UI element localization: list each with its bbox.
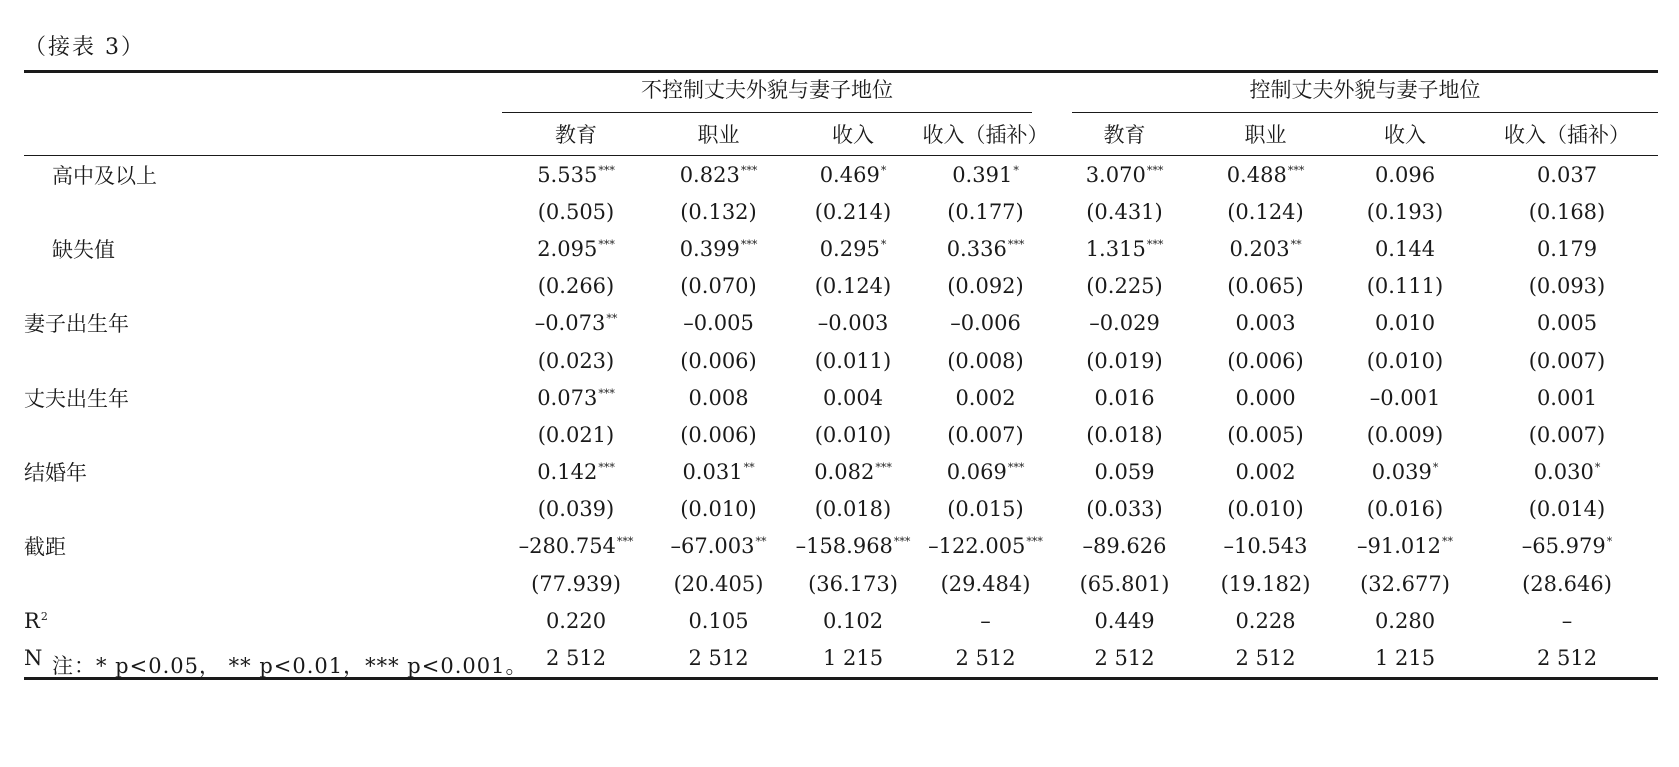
significance-stars: ***	[740, 237, 758, 251]
significance-stars: ***	[1287, 163, 1305, 177]
value-cell: 0.449	[1094, 608, 1155, 633]
value-cell: 2 512	[502, 639, 650, 678]
se-cell: (0.006)	[680, 348, 757, 373]
value-cell: –67.003**	[670, 534, 767, 559]
se-cell: (0.505)	[537, 199, 615, 224]
value-cell: 0.031**	[682, 460, 755, 485]
significance-stars: *	[1432, 461, 1439, 475]
value-cell: 0.336***	[946, 236, 1025, 261]
significance-stars: **	[606, 312, 618, 326]
row-label	[24, 342, 502, 379]
significance-stars: **	[743, 461, 755, 475]
significance-stars: ***	[740, 163, 758, 177]
value-cell: 0.102	[822, 608, 884, 633]
row-label: 截距	[24, 535, 66, 560]
value-cell: 0.002	[1235, 460, 1296, 485]
se-cell: (0.019)	[1086, 348, 1163, 373]
value-cell: 2 512	[919, 639, 1052, 678]
se-cell: (0.132)	[680, 199, 757, 224]
significance-stars: ***	[1007, 237, 1025, 251]
se-cell: (0.010)	[1366, 348, 1444, 373]
value-cell: –0.029	[1089, 311, 1160, 336]
row-label: N	[24, 639, 502, 678]
value-cell: 0.142***	[537, 460, 615, 485]
row-label	[24, 416, 502, 453]
significance-stars: *	[1594, 461, 1601, 475]
significance-stars: ***	[1146, 237, 1164, 251]
table-row	[24, 379, 1658, 416]
value-cell: 0.004	[822, 385, 884, 410]
significance-stars: **	[1441, 535, 1453, 549]
se-cell: (36.173)	[808, 571, 898, 596]
group-header-row	[24, 72, 1658, 114]
column-header: 教育	[1052, 113, 1197, 156]
se-cell: (0.005)	[1227, 422, 1304, 447]
value-cell: 5.535***	[537, 162, 615, 187]
se-cell: (0.015)	[947, 497, 1024, 522]
value-cell: 0.001	[1536, 385, 1598, 410]
stub-header	[24, 72, 502, 114]
value-cell: 0.016	[1094, 385, 1155, 410]
se-cell: (0.016)	[1366, 497, 1444, 522]
se-row	[24, 416, 1658, 453]
value-cell: 0.008	[688, 385, 749, 410]
se-cell: (0.431)	[1086, 199, 1163, 224]
se-cell: (0.009)	[1366, 422, 1444, 447]
se-cell: (0.010)	[814, 422, 892, 447]
significance-stars: **	[1290, 237, 1302, 251]
se-cell: (0.168)	[1528, 199, 1606, 224]
se-cell: (65.801)	[1079, 571, 1170, 596]
column-header: 教育	[502, 113, 650, 156]
se-cell: (29.484)	[940, 571, 1031, 596]
table-row	[24, 528, 1658, 565]
se-cell: (0.014)	[1528, 497, 1606, 522]
se-cell: (0.092)	[947, 274, 1024, 299]
significance-stars: ***	[598, 386, 615, 400]
significance-stars: *	[880, 237, 887, 251]
column-header: 职业	[650, 113, 787, 156]
column-header: 收入（插补）	[1476, 113, 1658, 156]
se-cell: (0.010)	[1227, 497, 1304, 522]
table-row	[24, 156, 1658, 194]
se-cell: (0.011)	[814, 348, 892, 373]
value-cell: 0.005	[1536, 311, 1598, 336]
value-cell: 0.280	[1374, 608, 1436, 633]
column-header: 收入（插补）	[919, 113, 1052, 156]
value-cell: 0.469*	[819, 162, 887, 187]
value-cell: –	[1561, 608, 1573, 633]
value-cell: 2.095***	[537, 236, 615, 261]
column-header: 职业	[1197, 113, 1334, 156]
significance-stars: **	[755, 535, 767, 549]
value-cell: 2 512	[1476, 639, 1658, 678]
value-cell: 0.105	[688, 608, 749, 633]
se-cell: (0.018)	[1086, 422, 1163, 447]
se-cell: (0.006)	[680, 422, 757, 447]
column-header-row	[24, 113, 1658, 156]
row-label	[24, 491, 502, 528]
table-row	[24, 230, 1658, 267]
se-cell: (0.006)	[1227, 348, 1304, 373]
se-cell: (32.677)	[1360, 571, 1450, 596]
se-cell: (0.021)	[537, 422, 615, 447]
se-cell: (28.646)	[1522, 571, 1612, 596]
se-cell: (0.039)	[537, 497, 615, 522]
value-cell: –0.005	[683, 311, 754, 336]
significance-stars: ***	[1007, 461, 1025, 475]
value-cell: 0.002	[955, 385, 1016, 410]
value-cell: 1 215	[787, 639, 919, 678]
stub-column-header	[24, 113, 502, 156]
value-cell: –91.012**	[1357, 534, 1453, 559]
value-cell: 0.082***	[814, 460, 892, 485]
value-cell: –0.003	[817, 311, 889, 336]
se-cell: (20.405)	[673, 571, 764, 596]
value-cell: 0.059	[1094, 460, 1155, 485]
row-label: 缺失值	[52, 237, 115, 262]
row-label: 结婚年	[24, 461, 87, 486]
se-cell: (0.007)	[947, 422, 1024, 447]
value-cell: 0.399***	[679, 236, 758, 261]
value-cell: 2 512	[1052, 639, 1197, 678]
value-cell: 0.228	[1235, 608, 1296, 633]
se-cell: (0.225)	[1086, 274, 1163, 299]
value-cell: 0.010	[1374, 311, 1436, 336]
significance-stars: ***	[598, 163, 615, 177]
value-cell: –0.073**	[534, 311, 618, 336]
value-cell: –0.006	[950, 311, 1021, 336]
value-cell: –89.626	[1082, 534, 1167, 559]
value-cell: 2 512	[1197, 639, 1334, 678]
se-cell: (0.023)	[537, 348, 615, 373]
se-row	[24, 268, 1658, 305]
significance-stars: ***	[598, 461, 615, 475]
value-cell: –158.968***	[795, 534, 911, 559]
value-cell: 0.203**	[1229, 236, 1302, 261]
group-header-controlled: 控制丈夫外貌与妻子地位	[1052, 72, 1658, 114]
row-label: 高中及以上	[52, 163, 157, 188]
se-row	[24, 491, 1658, 528]
table-row	[24, 305, 1658, 342]
significance-stars: *	[1013, 163, 1019, 177]
se-cell: (0.007)	[1528, 348, 1606, 373]
se-cell: (0.177)	[947, 199, 1024, 224]
table-caption: （接表 3）	[24, 35, 145, 60]
significance-stars: ***	[893, 535, 911, 549]
value-cell: 0.069***	[946, 460, 1025, 485]
significance-stars: ***	[616, 535, 634, 549]
value-cell: 1 215	[1334, 639, 1476, 678]
value-cell: –122.005***	[928, 534, 1043, 559]
se-cell: (77.939)	[531, 571, 621, 596]
se-cell: (0.193)	[1366, 199, 1444, 224]
se-cell: (0.065)	[1227, 274, 1304, 299]
se-cell: (0.033)	[1086, 497, 1163, 522]
row-label	[24, 565, 502, 602]
se-cell: (0.124)	[814, 274, 892, 299]
value-cell: 0.823***	[679, 162, 758, 187]
se-cell: (0.007)	[1528, 422, 1606, 447]
significance-stars: ***	[1146, 163, 1164, 177]
value-cell: –	[980, 608, 991, 633]
value-cell: 0.220	[545, 608, 607, 633]
value-cell: 0.073***	[537, 385, 615, 410]
se-cell: (0.008)	[947, 348, 1024, 373]
value-cell: –0.001	[1369, 385, 1441, 410]
se-cell: (0.111)	[1366, 274, 1444, 299]
se-row	[24, 342, 1658, 379]
table-note: 注：* p<0.05， ** p<0.01，*** p<0.001。	[52, 654, 528, 678]
table-body	[24, 156, 1658, 679]
significance-stars: ***	[875, 461, 892, 475]
value-cell: –10.543	[1223, 534, 1308, 559]
se-row	[24, 193, 1658, 230]
se-cell: (0.018)	[814, 497, 892, 522]
significance-stars: ***	[598, 237, 615, 251]
significance-stars: *	[880, 163, 887, 177]
group-header-uncontrolled: 不控制丈夫外貌与妻子地位	[502, 72, 1052, 114]
se-cell: (0.093)	[1528, 274, 1606, 299]
value-cell: 0.144	[1374, 236, 1436, 261]
se-cell: (0.010)	[680, 497, 757, 522]
se-cell: (0.070)	[680, 274, 757, 299]
value-cell: 1.315***	[1085, 236, 1164, 261]
table-row	[24, 602, 1658, 639]
value-cell: 0.391*	[952, 162, 1019, 187]
se-cell: (0.214)	[814, 199, 892, 224]
se-cell: (0.124)	[1227, 199, 1304, 224]
value-cell: –65.979*	[1521, 534, 1613, 559]
significance-stars: ***	[1026, 535, 1043, 549]
column-header: 收入	[787, 113, 919, 156]
se-row	[24, 565, 1658, 602]
row-label	[24, 268, 502, 305]
label-superscript: 2	[40, 609, 48, 623]
value-cell: 0.295*	[819, 236, 887, 261]
value-cell: 0.179	[1536, 236, 1598, 261]
significance-stars: *	[1606, 535, 1613, 549]
row-label: $R^2$	[24, 608, 48, 633]
row-label	[24, 193, 502, 230]
se-cell: (0.266)	[537, 274, 615, 299]
value-cell: 2 512	[650, 639, 787, 678]
value-cell: 0.488***	[1226, 162, 1305, 187]
value-cell: –280.754***	[518, 534, 634, 559]
row-label: 妻子出生年	[24, 312, 129, 337]
regression-table	[24, 70, 1658, 680]
value-cell: 0.003	[1235, 311, 1296, 336]
value-cell: 0.037	[1536, 162, 1598, 187]
value-cell: 0.030*	[1533, 460, 1601, 485]
column-header: 收入	[1334, 113, 1476, 156]
value-cell: 3.070***	[1085, 162, 1164, 187]
value-cell: 0.000	[1235, 385, 1296, 410]
se-cell: (19.182)	[1220, 571, 1311, 596]
row-label: 丈夫出生年	[24, 386, 129, 411]
table-row	[24, 454, 1658, 491]
value-cell: 0.096	[1374, 162, 1436, 187]
value-cell: 0.039*	[1371, 460, 1439, 485]
